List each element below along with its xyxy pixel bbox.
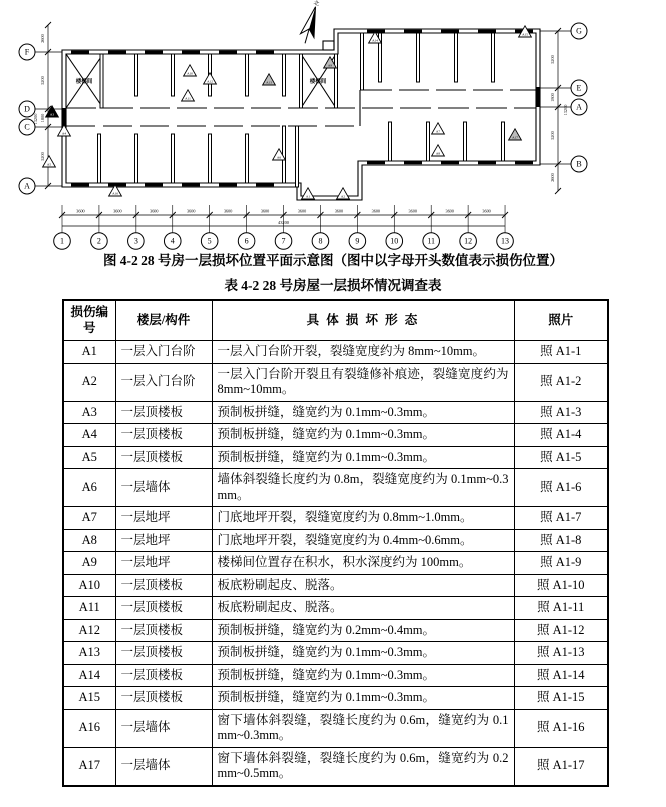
floor-plan-figure — [0, 0, 666, 269]
photo-cell: 照 A1-17 — [514, 747, 608, 786]
dim-label: 3600 — [223, 208, 233, 214]
damage-marker-label: A1 — [305, 194, 311, 199]
dim-label: 1800 — [550, 93, 555, 102]
window-fill — [182, 51, 200, 54]
window-fill — [71, 51, 89, 54]
damage-marker-label: A11 — [185, 96, 191, 101]
photo-cell: 照 A1-1 — [514, 341, 608, 364]
stairwell-label: 楼梯间 — [75, 79, 93, 85]
damage-marker — [182, 90, 195, 101]
photo-cell: 照 A1-11 — [514, 597, 608, 620]
table-row — [63, 574, 608, 597]
table-row — [63, 363, 608, 401]
photo-cell: 照 A1-9 — [514, 552, 608, 575]
table-row — [63, 341, 608, 364]
component-cell: 一层顶楼板 — [115, 664, 212, 687]
grid-bubble-label: F — [24, 47, 30, 57]
description-cell: 一层入门台阶开裂且有裂缝修补痕迹，裂缝宽度约为 8mm~10mm。 — [212, 363, 514, 401]
component-cell: 一层墙体 — [115, 747, 212, 786]
window-fill — [71, 183, 89, 186]
description-cell: 窗下墙体斜裂缝，裂缝长度约为 0.6m，缝宽约为 0.1mm~0.3mm。 — [212, 709, 514, 747]
grid-bubble-label: 6 — [244, 236, 249, 246]
dim-label: 3600 — [76, 208, 85, 214]
component-cell: 一层顶楼板 — [115, 642, 212, 665]
grid-bubble-label: 5 — [207, 236, 212, 246]
grid-bubble-label: 13 — [501, 236, 510, 246]
grid-bubble-label: 11 — [427, 236, 436, 246]
damage-marker-label: A17 — [512, 135, 518, 140]
table-title: 表 4-2 28 号房屋一层损坏情况调查表 — [224, 278, 442, 293]
component-cell: 一层顶楼板 — [115, 597, 212, 620]
grid-bubble-label: A — [576, 102, 582, 112]
damage-marker — [432, 145, 445, 156]
damage-id-cell: A4 — [63, 424, 115, 447]
window-fill — [367, 30, 385, 33]
component-cell: 一层顶楼板 — [115, 619, 212, 642]
table-row — [63, 709, 608, 747]
component-cell: 一层入门台阶 — [115, 363, 212, 401]
component-cell: 一层顶楼板 — [115, 574, 212, 597]
component-cell: 一层顶楼板 — [115, 401, 212, 424]
damage-marker-label: A9 — [327, 63, 333, 68]
damage-marker-label: A6 — [276, 155, 282, 160]
grid-bubble-label: A — [24, 181, 30, 191]
component-cell: 一层顶楼板 — [115, 424, 212, 447]
photo-cell: 照 A1-16 — [514, 709, 608, 747]
damage-marker-label: A3 — [49, 112, 55, 117]
photo-cell: 照 A1-8 — [514, 529, 608, 552]
description-cell: 预制板拼缝，缝宽约为 0.1mm~0.3mm。 — [212, 424, 514, 447]
damage-marker — [302, 188, 315, 199]
photo-cell: 照 A1-10 — [514, 574, 608, 597]
grid-bubble-label: G — [576, 26, 582, 36]
description-cell: 预制板拼缝，缝宽约为 0.1mm~0.3mm。 — [212, 664, 514, 687]
description-cell: 门底地坪开裂，裂缝宽度约为 0.8mm~1.0mm。 — [212, 507, 514, 530]
damage-id-cell: A6 — [63, 469, 115, 507]
description-cell: 预制板拼缝，缝宽约为 0.1mm~0.3mm。 — [212, 687, 514, 710]
grid-bubble-label: 4 — [170, 236, 175, 246]
damage-id-cell: A11 — [63, 597, 115, 620]
damage-id-cell: A17 — [63, 747, 115, 786]
header-damage-id: 损伤编号 — [63, 300, 115, 341]
damage-marker — [337, 188, 350, 199]
window-fill — [145, 183, 163, 186]
damage-id-cell: A3 — [63, 401, 115, 424]
window-fill — [256, 183, 274, 186]
dim-label: 3600 — [113, 208, 122, 214]
damage-marker-label: A13 — [266, 80, 272, 85]
damage-marker-label: A12 — [207, 79, 213, 84]
table-row — [63, 507, 608, 530]
table-row — [63, 529, 608, 552]
damage-id-cell: A1 — [63, 341, 115, 364]
photo-cell: 照 A1-14 — [514, 664, 608, 687]
grid-bubble-label: 8 — [318, 236, 323, 246]
description-cell: 窗下墙体斜裂缝，裂缝长度约为 0.6m，缝宽约为 0.2mm~0.5mm。 — [212, 747, 514, 786]
grid-bubble-label: 9 — [355, 236, 360, 246]
damage-id-cell: A14 — [63, 664, 115, 687]
damage-marker — [46, 106, 59, 117]
table-row — [63, 597, 608, 620]
dim-total-label: 13200 — [563, 104, 568, 116]
damage-id-cell: A7 — [63, 507, 115, 530]
grid-bubble-label: 7 — [281, 236, 286, 246]
table-row — [63, 401, 608, 424]
photo-cell: 照 A1-4 — [514, 424, 608, 447]
photo-cell: 照 A1-5 — [514, 446, 608, 469]
table-row — [63, 747, 608, 786]
window-fill — [145, 51, 163, 54]
damage-id-cell: A15 — [63, 687, 115, 710]
window-fill — [367, 161, 385, 164]
grid-bubble-label: 3 — [133, 236, 138, 246]
dim-label: 2600 — [550, 173, 555, 182]
damage-marker-label: A10 — [187, 71, 193, 76]
damage-survey-table — [62, 299, 609, 787]
stairwell-label: 楼梯间 — [309, 79, 327, 85]
dim-label: 3600 — [408, 208, 417, 214]
damage-id-cell: A16 — [63, 709, 115, 747]
window-fill — [219, 51, 237, 54]
photo-cell: 照 A1-12 — [514, 619, 608, 642]
component-cell: 一层顶楼板 — [115, 687, 212, 710]
damage-id-cell: A9 — [63, 552, 115, 575]
component-cell: 一层入门台阶 — [115, 341, 212, 364]
window-fill — [404, 161, 422, 164]
component-cell: 一层地坪 — [115, 529, 212, 552]
dim-total-label: 43200 — [278, 220, 290, 225]
damage-marker-label: A4 — [61, 131, 67, 136]
description-cell: 门底地坪开裂，裂缝宽度约为 0.4mm~0.6mm。 — [212, 529, 514, 552]
damage-marker-label: A8 — [435, 151, 441, 156]
window-fill — [478, 30, 496, 33]
table-row — [63, 642, 608, 665]
window-fill — [478, 161, 496, 164]
photo-cell: 照 A1-13 — [514, 642, 608, 665]
description-cell: 预制板拼缝，缝宽约为 0.2mm~0.4mm。 — [212, 619, 514, 642]
window-fill — [441, 30, 459, 33]
component-cell: 一层地坪 — [115, 552, 212, 575]
window-fill — [441, 161, 459, 164]
damage-id-cell: A8 — [63, 529, 115, 552]
dim-label: 2600 — [40, 34, 45, 43]
dim-label: 3600 — [482, 208, 491, 214]
damage-marker-label: A2 — [340, 194, 346, 199]
table-row — [63, 552, 608, 575]
damage-marker — [432, 123, 445, 134]
component-cell: 一层墙体 — [115, 469, 212, 507]
floor-plan-drawing — [0, 0, 666, 252]
description-cell: 预制板拼缝，缝宽约为 0.1mm~0.3mm。 — [212, 401, 514, 424]
damage-id-cell: A12 — [63, 619, 115, 642]
photo-cell: 照 A1-15 — [514, 687, 608, 710]
photo-cell: 照 A1-6 — [514, 469, 608, 507]
dim-label: 3600 — [150, 208, 159, 214]
damage-marker — [509, 129, 522, 140]
dim-label: 5200 — [550, 55, 555, 64]
description-cell: 一层入门台阶开裂，裂缝宽度约为 8mm~10mm。 — [212, 341, 514, 364]
grid-bubble-label: 12 — [464, 236, 473, 246]
north-arrow — [298, 5, 322, 45]
dim-label: 3600 — [187, 208, 196, 214]
damage-marker — [204, 73, 217, 84]
dim-label: 3600 — [371, 208, 381, 214]
dim-total-label: 13200 — [33, 113, 38, 125]
dim-label: 3600 — [297, 208, 307, 214]
window-fill — [256, 51, 274, 54]
description-cell: 楼梯间位置存在积水，积水深度约为 100mm。 — [212, 552, 514, 575]
grid-bubble-label: 2 — [96, 236, 101, 246]
grid-bubble-label: D — [24, 104, 30, 114]
dim-label: 5200 — [40, 152, 45, 161]
damage-id-cell: A5 — [63, 446, 115, 469]
photo-cell: 照 A1-7 — [514, 507, 608, 530]
photo-cell: 照 A1-3 — [514, 401, 608, 424]
description-cell: 板底粉刷起皮、脱落。 — [212, 574, 514, 597]
damage-id-cell: A2 — [63, 363, 115, 401]
header-photo: 照片 — [514, 300, 608, 341]
table-row — [63, 424, 608, 447]
component-cell: 一层地坪 — [115, 507, 212, 530]
grid-bubble-label: B — [576, 159, 582, 169]
damage-marker — [263, 74, 276, 85]
window-fill — [108, 183, 126, 186]
table-row — [63, 687, 608, 710]
damage-marker-label: A15 — [522, 32, 528, 37]
dim-label: 3600 — [260, 208, 270, 214]
table-header-row — [63, 300, 608, 341]
window-fill — [404, 30, 422, 33]
header-component: 楼层/构件 — [115, 300, 212, 341]
dim-label: 3600 — [334, 208, 344, 214]
table-row — [63, 469, 608, 507]
component-cell: 一层顶楼板 — [115, 446, 212, 469]
description-cell: 预制板拼缝，缝宽约为 0.1mm~0.3mm。 — [212, 446, 514, 469]
grid-bubble-label: C — [24, 122, 30, 132]
window-fill — [108, 51, 126, 54]
damage-marker-label: A7 — [435, 129, 441, 134]
figure-caption: 图 4-2 28 号房一层损坏位置平面示意图（图中以字母开头数值表示损伤位置） — [102, 253, 564, 268]
component-cell: 一层墙体 — [115, 709, 212, 747]
dim-label: 5200 — [550, 131, 555, 140]
photo-cell: 照 A1-2 — [514, 363, 608, 401]
damage-marker — [184, 65, 197, 76]
dim-label: 5200 — [40, 76, 45, 85]
dim-label: 1800 — [40, 113, 45, 123]
window-fill — [182, 183, 200, 186]
grid-bubble-label: 1 — [60, 236, 64, 246]
description-cell: 墙体斜裂缝长度约为 0.8m，裂缝宽度约为 0.1mm~0.3mm。 — [212, 469, 514, 507]
header-description: 具 体 损 坏 形 态 — [212, 300, 514, 341]
north-label: 北 — [312, 0, 320, 8]
damage-id-cell: A10 — [63, 574, 115, 597]
table-row — [63, 619, 608, 642]
grid-bubble-label: E — [576, 83, 582, 93]
grid-bubble-label: 10 — [390, 236, 399, 246]
damage-id-cell: A13 — [63, 642, 115, 665]
window-fill — [219, 183, 237, 186]
dim-label: 3600 — [445, 208, 454, 214]
damage-marker-label: A16 — [112, 191, 118, 196]
table-row — [63, 664, 608, 687]
description-cell: 预制板拼缝，缝宽约为 0.1mm~0.3mm。 — [212, 642, 514, 665]
description-cell: 板底粉刷起皮、脱落。 — [212, 597, 514, 620]
window-fill — [515, 161, 533, 164]
table-row — [63, 446, 608, 469]
damage-marker-label: A5 — [46, 162, 52, 167]
damage-marker-label: A14 — [372, 38, 378, 43]
